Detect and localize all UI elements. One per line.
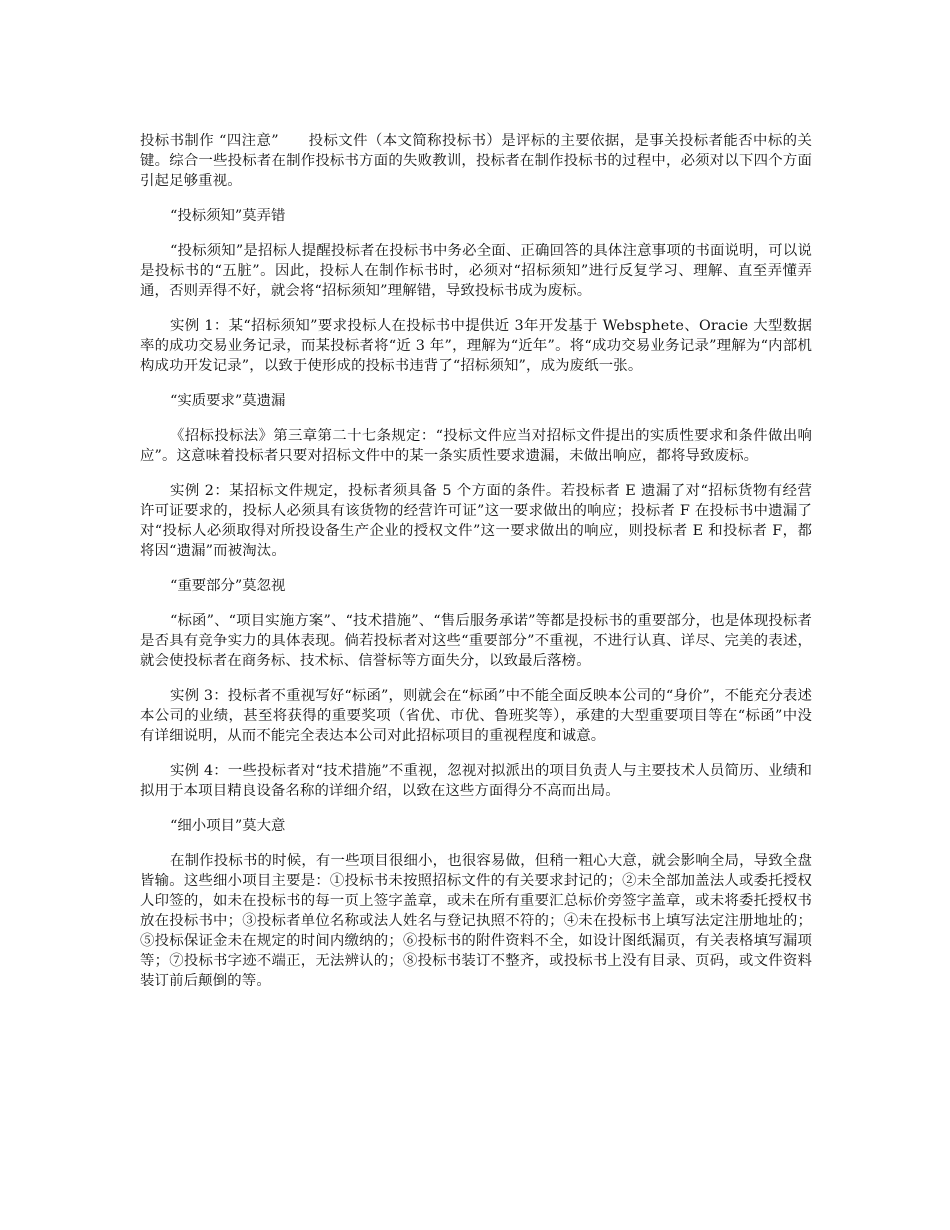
section-heading-small-items: “细小项目”莫大意	[170, 818, 286, 834]
small-items-paragraph: 在制作投标书的时候，有一些项目很细小，也很容易做，但稍一粗心大意，就会影响全局，导致全盘皆输。这些细小项目主要是：①投标书未按照招标文件的有关要求封记的；②未全部加盖法人或委托授权人印签的，如未在投标书的每一页上签字盖章，或未在所有重要汇总标价旁签字盖章，或未将委托授权书放在投标书中；③投标者单位名称或法人姓名与登记执照不符的；④未在投标书上填写法定注册地址的；⑤投标保证金未在规定的时间内缴纳的；⑥投标书的附件资料不全，如设计图纸漏页，有关表格填写漏项等；⑦投标书字迹不端正，无法辨认的；⑧投标书装订不整齐，或投标书上没有目录、页码，或文件资料装订前后颠倒的等。	[140, 853, 812, 989]
intro-paragraph: 投标书制作 “四注意” 投标文件（本文简称投标书）是评标的主要依据，是事关投标者能否中标的关键。综合一些投标者在制作投标书方面的失败教训，投标者在制作投标书的过程中，必须对以下四个方面引起足够重视。	[140, 133, 812, 189]
example-4-paragraph: 实例 4：一些投标者对“技术措施”不重视，忽视对拟派出的项目负责人与主要技术人员简历、业绩和拟用于本项目精良设备名称的详细介绍，以致在这些方面得分不高而出局。	[140, 763, 812, 799]
substantive-requirements-paragraph: 《招标投标法》第三章第二十七条规定：“投标文件应当对招标文件提出的实质性要求和条件做出响应”。这意味着投标者只要对招标文件中的某一条实质性要求遗漏，未做出响应，都将导致废标。	[140, 428, 812, 464]
section-heading-substantive-requirements: “实质要求”莫遗漏	[170, 393, 286, 409]
example-2-paragraph: 实例 2：某招标文件规定，投标者须具备 5 个方面的条件。若投标者 E 遗漏了对“招标货物有经营许可证要求的，投标人必须具有该货物的经营许可证”这一要求做出的响应；投标者 F 在投标书中遗漏了对“投标人必须取得对所投设备生产企业的授权文件”这一要求做出的响应，则投标者 E 和投标者 F，都将因“遗漏”而被淘汰。	[140, 483, 812, 559]
document-body	[140, 131, 812, 1006]
section-heading-bidding-notice: “投标须知”莫弄错	[170, 208, 286, 224]
bidding-notice-paragraph: “投标须知”是招标人提醒投标者在投标书中务必全面、正确回答的具体注意事项的书面说明，可以说是投标书的“五脏”。因此，投标人在制作标书时，必须对“招标须知”进行反复学习、理解、直至弄懂弄通，否则弄得不好，就会将“招标须知”理解错，导致投标书成为废标。	[140, 243, 812, 299]
important-parts-paragraph: “标函”、“项目实施方案”、“技术措施”、“售后服务承诺”等都是投标书的重要部分，也是体现投标者是否具有竞争实力的具体表现。倘若投标者对这些“重要部分”不重视，不进行认真、详尽、完美的表述，就会使投标者在商务标、技术标、信誉标等方面失分，以致最后落榜。	[140, 613, 812, 669]
example-1-paragraph: 实例 1：某“招标须知”要求投标人在投标书中提供近 3年开发基于 Websphete、Oracie 大型数据率的成功交易业务记录，而某投标者将“近 3 年”，理解为“近年”。将“成功交易业务记录”理解为“内部机构成功开发记录”，以致于使形成的投标书违背了“招标须知”，成为废纸一张。	[140, 318, 812, 374]
example-3-paragraph: 实例 3：投标者不重视写好“标函”，则就会在“标函”中不能全面反映本公司的“身价”，不能充分表述本公司的业绩，甚至将获得的重要奖项（省优、市优、鲁班奖等），承建的大型重要项目等在“标函”中没有详细说明，从而不能完全表达本公司对此招标项目的重视程度和诚意。	[140, 688, 812, 744]
section-heading-important-parts: “重要部分”莫忽视	[170, 578, 286, 594]
